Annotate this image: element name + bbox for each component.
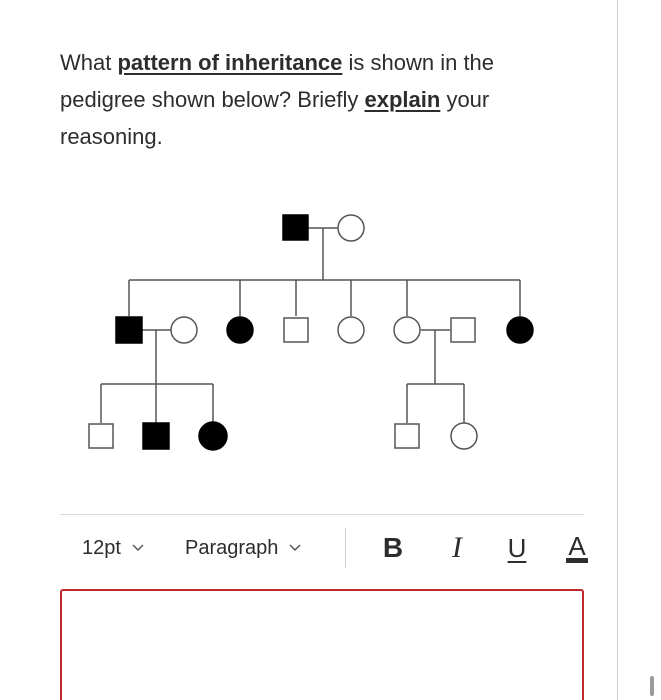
pedigree-affected-male <box>283 215 308 240</box>
chevron-down-icon <box>288 543 302 553</box>
pedigree-unaffected-male <box>284 318 308 342</box>
pedigree-unaffected-female <box>451 423 477 449</box>
italic-button[interactable] <box>440 520 474 576</box>
pedigree-affected-female <box>507 317 533 343</box>
bold-icon: B <box>382 532 404 563</box>
question-part-1: What <box>60 50 118 75</box>
scrollbar-thumb[interactable] <box>650 676 654 696</box>
font-size-dropdown[interactable] <box>82 520 145 576</box>
bold-button[interactable] <box>376 520 410 576</box>
block-format-value: Paragraph <box>185 536 279 559</box>
toolbar-separator <box>345 528 346 568</box>
pedigree-unaffected-female <box>171 317 197 343</box>
text-color-icon: A <box>568 530 586 561</box>
editor-toolbar <box>60 520 590 576</box>
pedigree-unaffected-male <box>89 424 113 448</box>
text-color-button[interactable] <box>560 520 594 576</box>
underline-button[interactable] <box>500 520 534 576</box>
font-size-value: 12pt <box>82 536 121 559</box>
pedigree-affected-female <box>227 317 253 343</box>
question-emphasis-pattern: pattern of inheritance <box>117 50 343 75</box>
pedigree-affected-female <box>199 422 227 450</box>
pedigree-affected-male <box>143 423 169 449</box>
pedigree-affected-male <box>116 317 142 343</box>
pedigree-unaffected-female <box>338 317 364 343</box>
question-text <box>60 44 580 155</box>
pedigree-unaffected-male <box>451 318 475 342</box>
pedigree-unaffected-female <box>338 215 364 241</box>
answer-editor[interactable] <box>60 589 584 700</box>
block-format-dropdown[interactable] <box>185 520 302 576</box>
pedigree-unaffected-male <box>395 424 419 448</box>
underline-icon: U <box>507 532 527 563</box>
italic-icon: I <box>452 531 462 564</box>
pedigree-unaffected-female <box>394 317 420 343</box>
question-part-3: your reasoning. <box>60 87 490 149</box>
question-part-2: is shown in the pedigree shown below? Briefly <box>60 50 495 112</box>
question-emphasis-explain: explain <box>364 87 441 112</box>
chevron-down-icon <box>131 543 145 553</box>
pedigree-chart <box>0 200 618 480</box>
toolbar-divider <box>60 514 584 515</box>
